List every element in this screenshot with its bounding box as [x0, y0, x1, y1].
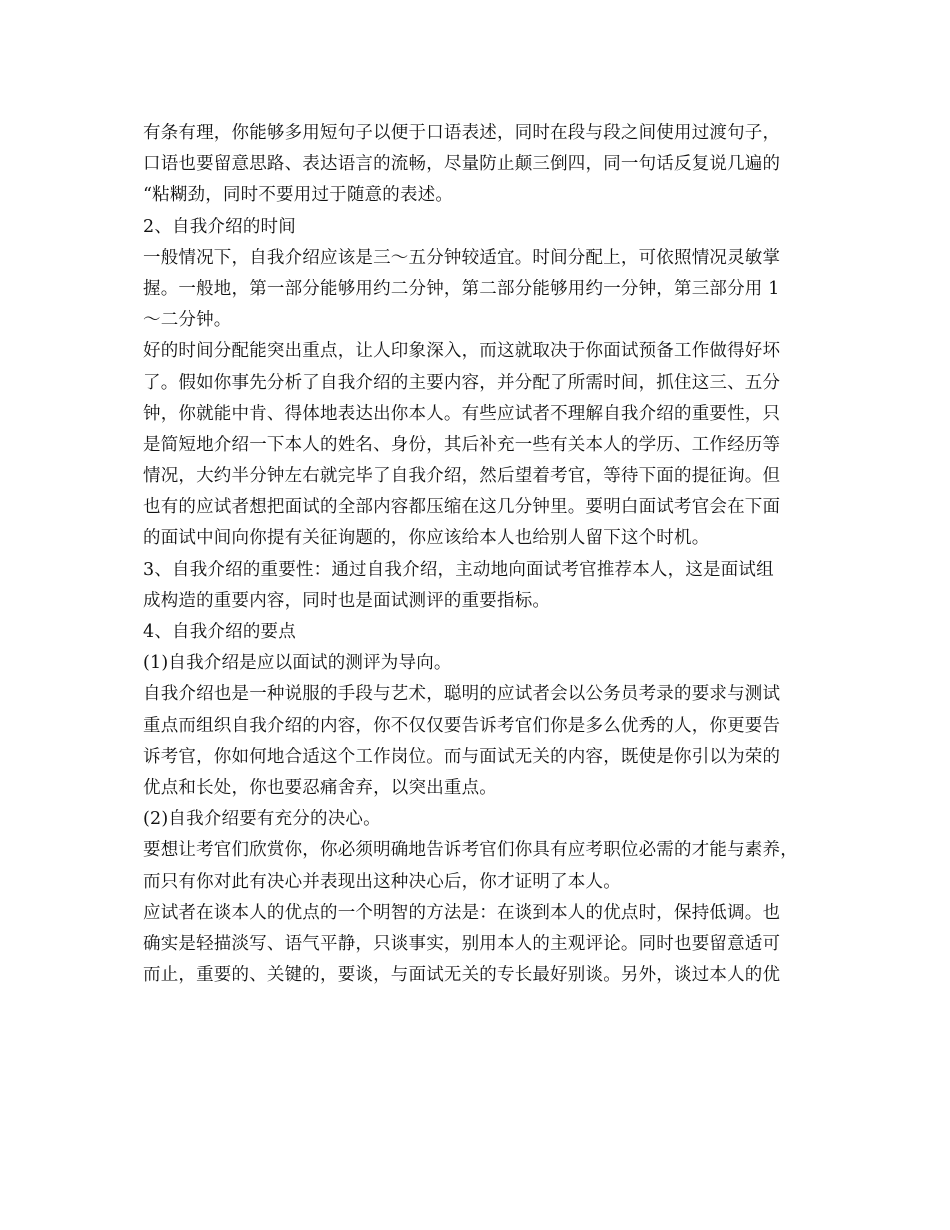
text-line: 重点而组织自我介绍的内容，你不仅仅要告诉考官们你是多么优秀的人，你更要告 [143, 715, 781, 736]
text-line: 口语也要留意思路、表达语言的流畅，尽量防止颠三倒四，同一句话反复说几遍的 [143, 154, 781, 175]
section-heading: 2、自我介绍的时间 [143, 216, 296, 237]
text-line: 确实是轻描淡写、语气平静，只谈事实，别用本人的主观评论。同时也要留意适可 [143, 933, 781, 954]
text-line: 而只有你对此有决心并表现出这种决心后，你才证明了本人。 [143, 871, 621, 892]
text-line: 而止，重要的、关键的，要谈，与面试无关的专长最好别谈。另外，谈过本人的优 [143, 965, 781, 986]
text-line: 有条有理，你能够多用短句子以便于口语表述，同时在段与段之间使用过渡句子， [143, 123, 781, 143]
text-line: 自我介绍也是一种说服的手段与艺术，聪明的应试者会以公务员考录的要求与测试 [143, 684, 781, 705]
text-line: 要想让考官们欣赏你，你必须明确地告诉考官们你具有应考职位必需的才能与素养， [143, 840, 798, 861]
text-line: 也有的应试者想把面试的全部内容都压缩在这几分钟里。要明白面试考官会在下面 [143, 497, 781, 518]
section-heading: 4、自我介绍的要点 [143, 622, 296, 642]
text-line: 应试者在谈本人的优点的一个明智的方法是：在谈到本人的优点时，保持低调。也 [143, 902, 781, 923]
text-line: 一般情况下，自我介绍应该是三～五分钟较适宜。时间分配上，可依照情况灵敏掌 [143, 247, 781, 268]
text-line: 是简短地介绍一下本人的姓名、身份，其后补充一些有关本人的学历、工作经历等 [143, 434, 781, 455]
text-line: 的面试中间向你提有关征询题的，你应该给本人也给别人留下这个时机。 [143, 528, 710, 549]
text-line: “粘糊劲，同时不要用过于随意的表述。 [143, 185, 454, 206]
text-line: 好的时间分配能突出重点，让人印象深入，而这就取决于你面试预备工作做得好坏 [143, 341, 781, 362]
text-line: ～二分钟。 [143, 310, 232, 331]
text-line: 诉考官，你如何地合适这个工作岗位。而与面试无关的内容，既使是你引以为荣的 [143, 746, 781, 767]
text-line: 情况，大约半分钟左右就完毕了自我介绍，然后望着考官，等待下面的提征询。但 [143, 466, 781, 487]
subsection-heading: (1)自我介绍是应以面试的测评为导向。 [143, 653, 452, 674]
text-line: 了。假如你事先分析了自我介绍的主要内容，并分配了所需时间，抓住这三、五分 [143, 372, 781, 393]
text-line: 优点和长处，你也要忍痛舍弃，以突出重点。 [143, 777, 497, 798]
document-body [143, 118, 815, 991]
text-line: 成构造的重要内容，同时也是面试测评的重要指标。 [143, 590, 551, 611]
text-line: 3、自我介绍的重要性：通过自我介绍，主动地向面试考官推荐本人，这是面试组 [143, 559, 774, 580]
text-line: 钟，你就能中肯、得体地表达出你本人。有些应试者不理解自我介绍的重要性，只 [143, 403, 781, 424]
subsection-heading: (2)自我介绍要有充分的决心。 [143, 809, 381, 830]
text-line: 握。一般地，第一部分能够用约二分钟，第二部分能够用约一分钟，第三部分用 1 [143, 278, 780, 299]
